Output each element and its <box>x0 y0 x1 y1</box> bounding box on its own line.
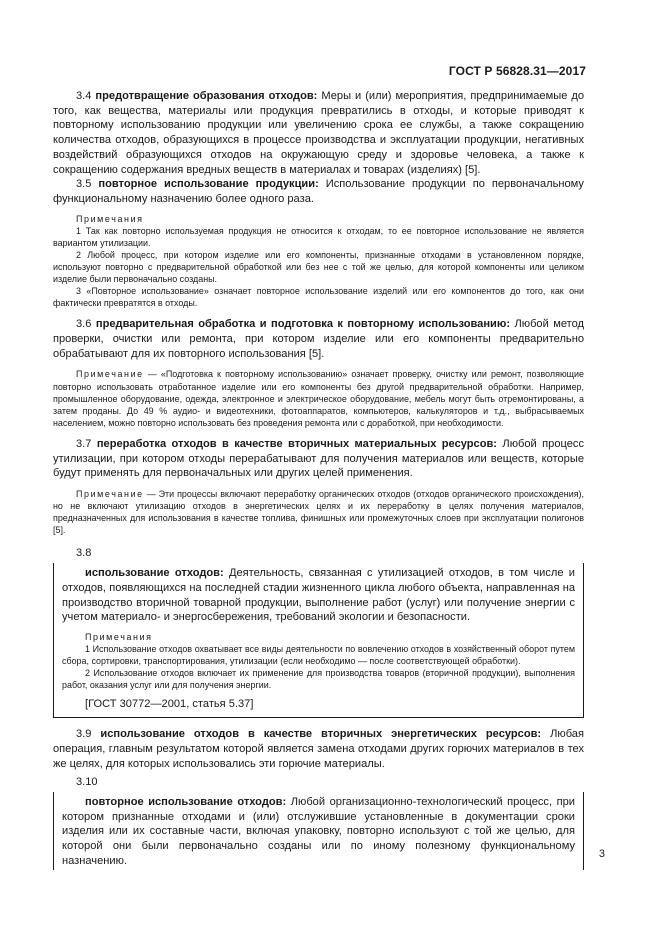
term-title: переработка отходов в качестве вторичных материальных ресурсов: <box>96 437 497 450</box>
document-body <box>53 89 584 870</box>
note-label: Примечание <box>76 489 144 500</box>
term-title: использование отходов в качестве вторичных энергетических ресурсов: <box>100 728 542 741</box>
term-definition: Любой метод проверки, очистки или ремонта, при котором изделие или его компоненты предварительно обрабатывают для их повторного использования [5]. <box>53 318 585 360</box>
notes-label: Примечания <box>76 213 144 224</box>
term-3-10-frame <box>53 792 584 871</box>
note-item: 3 «Повторное использование» означает повторное использование изделий или его компонентов до того, как они фактически превратятся в отходы. <box>53 286 584 309</box>
note-3-7 <box>53 488 584 536</box>
term-number: 3.9 <box>76 728 92 741</box>
term-title: предварительная обработка и подготовка к повторному использованию: <box>95 318 511 331</box>
note-text: — Эти процессы включают переработку органических отходов (отходов органического происхождения), но не включают утилизацию отходов в энергетических целях и их переработку в целях получения материалов, предназначенных для использования в качестве топлива, финишных или промежуточных слоев при эксплуатации полигонов [5]. <box>53 489 584 536</box>
source-reference: [ГОСТ 30772—2001, статья 5.37] <box>85 698 254 711</box>
note-label: Примечание <box>76 369 144 380</box>
term-3-7 <box>53 437 584 481</box>
term-title: предотвращение образования отходов: <box>95 90 318 102</box>
term-number: 3.6 <box>76 318 92 331</box>
note-item: 1 Так как повторно используемая продукция не относится к отходам, то ее повторное использование не является вариантом утилизации. <box>53 225 584 248</box>
term-number: 3.5 <box>76 178 92 191</box>
term-definition: Использование продукции по первоначальному функциональному назначению более одного раза. <box>53 178 584 205</box>
term-definition: Любая операция, главным результатом которой является замена отходами других горючих материалов в тех же целях, для которых использовались эти горючие материалы. <box>53 728 584 770</box>
term-definition: Любой организационно-технологический процесс, при котором признанные отходами и (или) отслужившие установленные в документации сроки изделия или их составные части, включая упаковку, повторно используют с той же целью, для которой они были первоначально созданы или по иному полезному функциональному назначению. <box>62 795 575 867</box>
term-3-9 <box>53 727 584 771</box>
term-number: 3.7 <box>76 437 92 450</box>
term-definition: Меры и (или) мероприятия, предпринимаемые до того, как вещества, материалы или продукция превратились в отходы, и которые приводят к повторному использованию продукции или увеличению срока ее службы, а также сокращению количества отходов, образующихся в процессе производства и эксплуатации продукции, негативных воздействий образующихся отходов на окружающую среду и здоровье человека, а также к сокращению содержания вредных веществ в материалах и товарах (изделиях) [5]. <box>53 90 584 176</box>
term-3-8 <box>62 566 575 625</box>
term-definition: Любой процесс утилизации, при котором отходы перерабатывают для получения материалов или веществ, которые будут применять для первоначальных или других целей применения. <box>53 437 584 480</box>
note-item: 2 Использование отходов включает их применение для производства товаров (вторичной продукции), выполнения работ, оказания услуг или для получения энергии. <box>62 668 575 691</box>
term-3-8-frame <box>53 563 584 718</box>
term-title: использование отходов: <box>85 567 224 580</box>
term-3-6 <box>53 317 584 361</box>
term-number-3-10: 3.10 <box>76 776 98 789</box>
document-header: ГОСТ Р 56828.31—2017 <box>448 64 586 78</box>
term-number: 3.4 <box>76 90 92 102</box>
term-3-4 <box>53 89 584 177</box>
note-item: 2 Любой процесс, при котором изделие или его компоненты, признанные отходами в установленном порядке, используют повторно с предварительной обработкой или без нее с той же целью, для которой компоненты или целиком изделие были первоначально созданы. <box>53 249 584 285</box>
notes-label: Примечания <box>85 631 153 642</box>
term-title: повторное использование продукции: <box>98 178 319 191</box>
term-3-10 <box>62 795 575 869</box>
term-number-3-8: 3.8 <box>76 547 92 560</box>
note-text: — «Подготовка к повторному использованию» означает проверку, очистку или ремонт, позволяющие повторно использовать отработанное изделие или его компоненты без другой предварительной обработки. Например, промышленное оборудование, одежда, электронное и электрическое оборудование, мебель могут быть отремонтированы, а затем проданы. До 49 % аудио- и видеотехники, фотоаппаратов, компьютеров, калькуляторов и т.д., выбрасываемых населением, можно повторно использовать без проведения ремонта или с доработкой, при необходимости. <box>53 369 584 428</box>
page-number: 3 <box>598 848 605 860</box>
note-item: 1 Использование отходов охватывает все виды деятельности по вовлечению отходов в хозяйственный оборот путем сбора, сортировки, транспортирования, утилизации (если необходимо — после соответствующей обработки). <box>62 644 575 667</box>
note-3-6 <box>53 368 584 428</box>
term-title: повторное использование отходов: <box>85 795 287 808</box>
term-definition: Деятельность, связанная с утилизацией отходов, в том числе и отходов, появляющихся на последней стадии жизненного цикла любого объекта, направленная на производство вторичной товарной продукции, выполнение работ (услуг) или получение энергии с учетом материало- и энергосбережения, требований экологии и безопасности. <box>62 567 575 624</box>
term-3-5 <box>53 177 584 206</box>
